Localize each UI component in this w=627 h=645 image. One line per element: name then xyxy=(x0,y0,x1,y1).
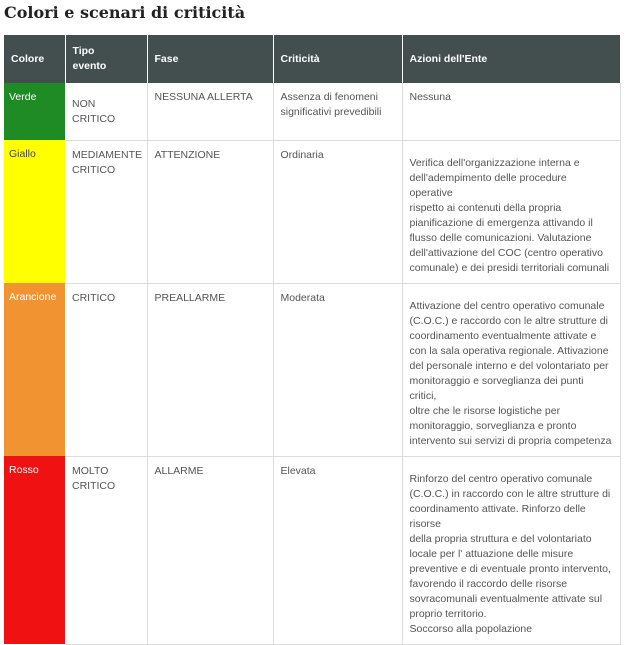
azioni-line: Attivazione del centro operativo comunale xyxy=(409,299,605,312)
tipo-evento-line2: CRITICO xyxy=(72,479,116,492)
color-cell: Rosso xyxy=(4,456,65,644)
header-tipo-evento-line1: Tipo xyxy=(72,45,95,57)
azioni-line: intervento sui servizi di propria competenza xyxy=(409,434,612,447)
azioni-line: del personale interno e del volontariato per xyxy=(409,359,609,372)
tipo-evento-line2: CRITICO xyxy=(72,163,116,176)
azioni-line: con la sala operativa regionale. Attivazione xyxy=(409,344,609,357)
azioni-line: (C.O.C.) in raccordo con le altre strutture di xyxy=(409,487,611,500)
azioni-line: comunale) e dei presidi territoriali comunali xyxy=(409,261,610,274)
azioni-line: monitoraggio e sorveglianza dei punti critici, xyxy=(409,374,584,402)
criticita-line1: Elevata xyxy=(280,464,316,477)
azioni-line: Soccorso alla popolazione xyxy=(409,622,533,635)
header-tipo-evento xyxy=(65,35,147,83)
table-header-row xyxy=(4,35,620,83)
tipo-evento-cell xyxy=(65,83,147,140)
table-row xyxy=(4,456,620,644)
tipo-evento-line1: MEDIAMENTE xyxy=(72,148,143,161)
tipo-evento-line1: MOLTO xyxy=(72,464,109,477)
table-row xyxy=(4,140,620,283)
azioni-line: locale per l' attuazione delle misure xyxy=(409,547,574,560)
fase-cell: ATTENZIONE xyxy=(147,140,273,283)
azioni-line: favorendo il raccordo delle risorse xyxy=(409,577,568,590)
table-row xyxy=(4,83,620,140)
criticality-table xyxy=(4,35,621,645)
azioni-line: sovracomunali eventualmente attivate sul xyxy=(409,592,603,605)
azioni-cell xyxy=(402,456,620,644)
criticita-line1: Assenza di fenomeni xyxy=(280,91,378,103)
header-criticita: Criticità xyxy=(273,35,402,83)
tipo-evento-line2: CRITICO xyxy=(72,113,116,125)
header-tipo-evento-line2: evento xyxy=(72,60,107,72)
table-row xyxy=(4,283,620,456)
azioni-line: coordinamento eventualmente attivate e xyxy=(409,329,597,342)
criticita-cell xyxy=(273,456,402,644)
azioni-line: preventive e di eventuale pronto intervento, xyxy=(409,562,611,575)
fase-cell: ALLARME xyxy=(147,456,273,644)
fase-cell: NESSUNA ALLERTA xyxy=(147,83,273,140)
azioni-line: pianificazione di emergenza attivando il xyxy=(409,216,593,229)
criticita-cell xyxy=(273,140,402,283)
criticita-cell xyxy=(273,283,402,456)
azioni-cell xyxy=(402,283,620,456)
criticita-line1: Ordinaria xyxy=(280,148,324,161)
tipo-evento-cell xyxy=(65,456,147,644)
azioni-cell xyxy=(402,83,620,140)
azioni-line: Verifica dell'organizzazione interna e xyxy=(409,156,580,169)
header-colore: Colore xyxy=(4,35,65,83)
azioni-line: Nessuna xyxy=(409,91,451,103)
page-title: Colori e scenari di criticità xyxy=(4,3,246,22)
azioni-line: rispetto ai contenuti della propria xyxy=(409,201,562,214)
color-cell: Verde xyxy=(4,83,65,140)
fase-cell: PREALLARME xyxy=(147,283,273,456)
color-cell: Arancione xyxy=(4,283,65,456)
header-azioni: Azioni dell'Ente xyxy=(402,35,620,83)
azioni-line: dell'adempimento delle procedure operative xyxy=(409,171,567,199)
tipo-evento-cell xyxy=(65,283,147,456)
azioni-line: coordinamento attivate. Rinforzo delle risorse xyxy=(409,502,586,530)
azioni-line: della propria struttura e del volontariato xyxy=(409,532,592,545)
azioni-line: Rinforzo del centro operativo comunale xyxy=(409,472,593,485)
criticita-line2: significativi prevedibili xyxy=(280,106,382,118)
azioni-line: dell'attivazione del COC (centro operativo xyxy=(409,246,603,259)
criticita-cell xyxy=(273,83,402,140)
azioni-line: (C.O.C.) e raccordo con le altre strutture di xyxy=(409,314,608,327)
azioni-cell xyxy=(402,140,620,283)
azioni-line: monitoraggio, sorveglianza e pronto xyxy=(409,419,577,432)
tipo-evento-line1: CRITICO xyxy=(72,291,116,304)
tipo-evento-cell xyxy=(65,140,147,283)
azioni-line: proprio territorio. xyxy=(409,607,487,620)
azioni-line: oltre che le risorse logistiche per xyxy=(409,404,561,417)
color-cell: Giallo xyxy=(4,140,65,283)
tipo-evento-line1: NON xyxy=(72,98,96,110)
criticita-line1: Moderata xyxy=(280,291,325,304)
header-fase: Fase xyxy=(147,35,273,83)
azioni-line: flusso delle comunicazioni. Valutazione xyxy=(409,231,592,244)
